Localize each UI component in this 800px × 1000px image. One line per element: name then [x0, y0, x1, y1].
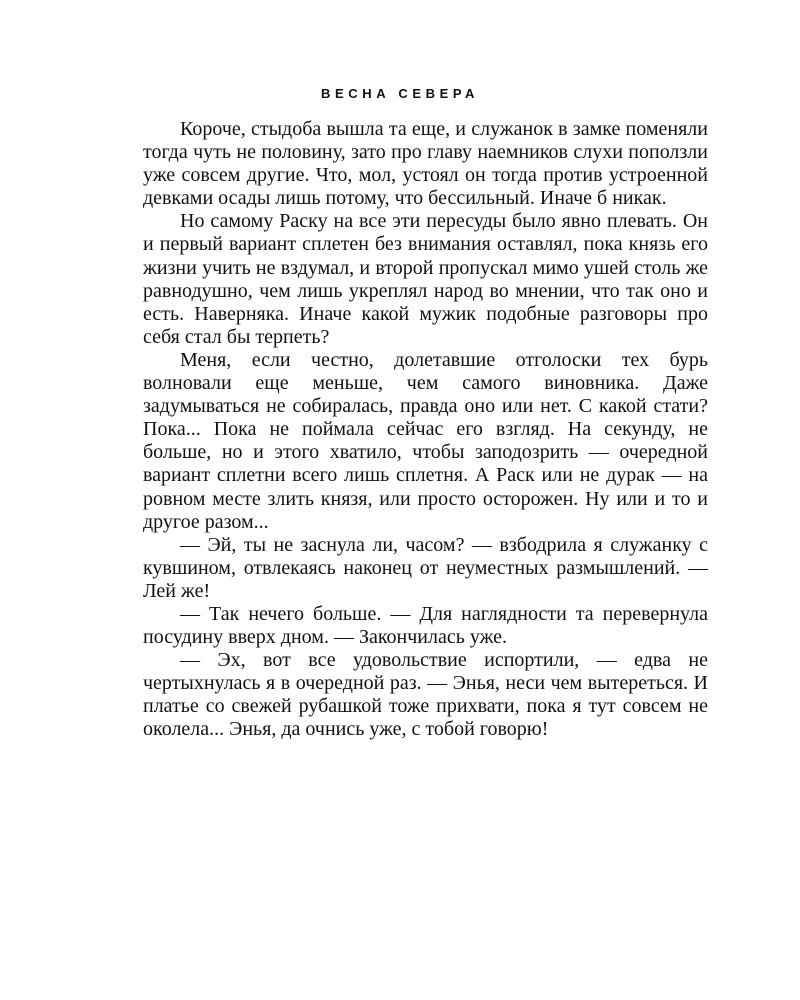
paragraph: Короче, стыдоба вышла та еще, и служанок в замке поменяли тогда чуть не половину, зато про главу наемников слухи поползли уже совсем другие. Что, мол, устоял он тогда против устроенной девками осады лишь потому, что бессильный. Иначе б никак. [143, 118, 708, 210]
paragraph: Но самому Раску на все эти пересуды было явно плевать. Он и первый вариант сплетен без внимания оставлял, пока князь его жизни учить не вздумал, и второй пропускал мимо ушей столь же равнодушно, чем лишь укреплял народ во мнении, что так оно и есть. Наверняка. Иначе какой мужик подобные разговоры про себя стал бы терпеть? [143, 210, 708, 348]
paragraph: — Эх, вот все удовольствие испортили, — едва не чертыхнулась я в очередной раз. — Энья, неси чем вытереться. И платье со свежей рубашкой тоже прихвати, пока я тут совсем не околела... Энья, да очнись уже, с тобой говорю! [143, 649, 708, 741]
paragraph: Меня, если честно, долетавшие отголоски тех бурь волновали еще меньше, чем самого виновника. Даже задумываться не собиралась, правда оно или нет. С какой стати? Пока... Пока не поймала сейчас его взгляд. На секунду, не больше, но и этого хватило, чтобы заподозрить — очередной вариант сплетни всего лишь сплетня. А Раск или не дурак — на ровном месте злить князя, или просто осторожен. Ну или и то и другое разом... [143, 348, 708, 533]
paragraph: — Так нечего больше. — Для наглядности та перевернула посудину вверх дном. — Закончилась уже. [143, 602, 708, 649]
running-head: ВЕСНА СЕВЕРА [320, 86, 480, 101]
paragraph: — Эй, ты не заснула ли, часом? — взбодрила я служанку с кувшином, отвлекаясь наконец от неуместных размышлений. — Лей же! [143, 533, 708, 602]
text-body [143, 118, 708, 742]
